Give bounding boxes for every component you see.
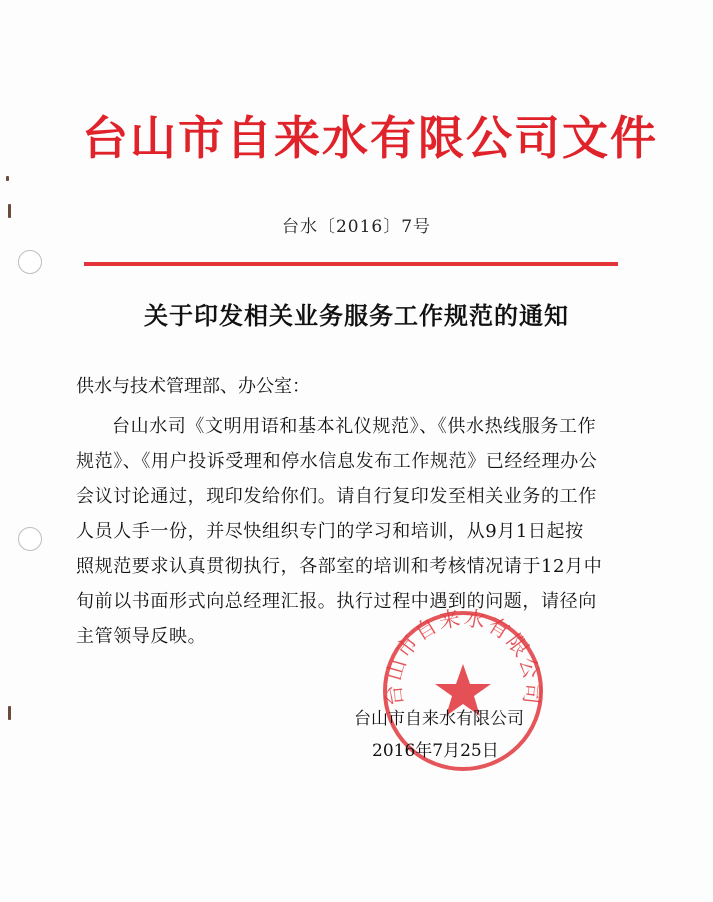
seal-text: 台山市自来水有限公司: [381, 606, 545, 708]
body-line: 人员人手一份，并尽快组织专门的学习和培训，从9月1日起按: [76, 521, 584, 542]
punch-hole-bottom: [18, 527, 42, 551]
body-line: 规范》、《用户投诉受理和停水信息发布工作规范》已经经理办公: [76, 451, 598, 472]
punch-hole-top: [18, 250, 42, 274]
signature-company: 台山市自来水有限公司: [354, 709, 524, 729]
salutation: 供水与技术管理部、办公室：: [76, 376, 310, 397]
scan-mark: [8, 706, 11, 720]
document-number: 台水〔2016〕7号: [281, 217, 432, 237]
scan-mark: [6, 176, 9, 181]
signature-date: 2016年7月25日: [372, 741, 499, 761]
document-header-title: 台山市自来水有限公司文件: [82, 111, 658, 165]
notice-title: 关于印发相关业务服务工作规范的通知: [144, 301, 569, 330]
body-line: 会议讨论通过，现印发给你们。请自行复印发至相关业务的工作: [76, 486, 597, 507]
header-divider: [84, 262, 618, 266]
body-line: 照规范要求认真贯彻执行，各部室的培训和考核情况请于12月中: [76, 556, 603, 577]
body-line: 主管领导反映。: [76, 626, 207, 647]
body-line: 旬前以书面形式向总经理汇报。执行过程中遇到的问题，请径向: [76, 591, 597, 612]
body-line: 台山水司《文明用语和基本礼仪规范》、《供水热线服务工作: [112, 416, 597, 437]
